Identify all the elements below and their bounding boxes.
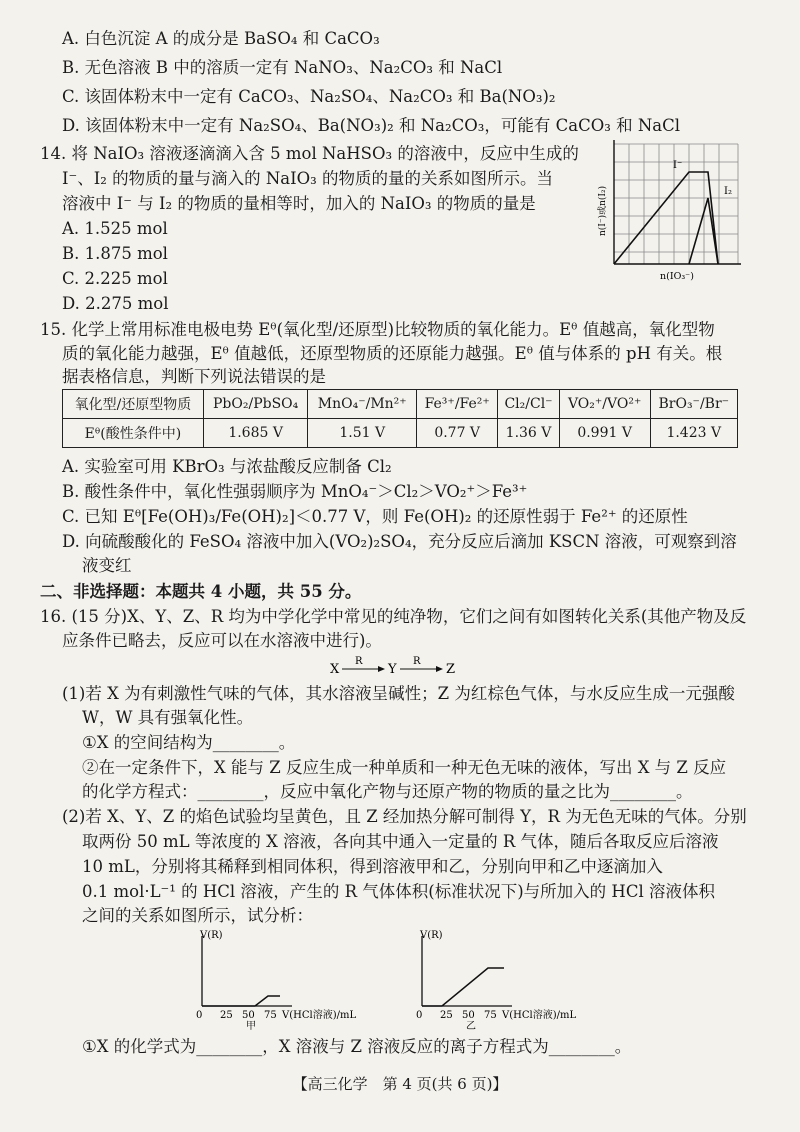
table-cell: 1.423 V [650,419,737,448]
q13-option-b: B. 无色溶液 B 中的溶质一定有 NaNO₃、Na₂CO₃ 和 NaCl [62,58,503,77]
q13-option-a: A. 白色沉淀 A 的成分是 BaSO₄ 和 CaCO₃ [62,29,380,48]
q15-stem-line3: 据表格信息，判断下列说法错误的是 [62,367,326,386]
q14-label-iodide: I⁻ [673,160,683,171]
q16-part1-question2-line1: ②在一定条件下，X 能与 Z 反应生成一种单质和一种无色无味的液体，写出 X 与 Z 反应 [82,758,727,777]
scheme-arrowhead-2 [436,666,443,672]
yi-caption: 乙 [466,1021,476,1030]
q14-option-c: C. 2.225 mol [62,269,168,288]
q16-part2-line4: 0.1 mol·L⁻¹ 的 HCl 溶液，产生的 R 气体体积(标准状况下)与所加入的 HCl 溶液体积 [82,882,715,901]
q14-graph [578,136,748,284]
table-cell: 0.77 V [417,419,498,448]
table-cell: Cl₂/Cl⁻ [498,390,559,419]
section-heading: 二、非选择题：本题共 4 小题，共 55 分。 [40,582,362,601]
q14-option-a: A. 1.525 mol [62,219,168,238]
scheme-z: Z [446,662,456,677]
q13-option-d: D. 该固体粉末中一定有 Na₂SO₄、Ba(NO₃)₂ 和 Na₂CO₃，可能有 CaCO₃ 和 NaCl [62,116,681,135]
q15-option-d-line1: D. 向硫酸酸化的 FeSO₄ 溶液中加入(VO₂)₂SO₄，充分反应后滴加 KSCN 溶液，可观察到溶 [62,532,737,551]
jia-caption: 甲 [246,1021,256,1030]
q16-part2-line1: (2)若 X、Y、Z 的焰色试验均呈黄色，且 Z 经加热分解可制得 Y，R 为无色无味的气体。分别 [62,807,747,826]
q14-stem-line1: 14. 将 NaIO₃ 溶液逐滴滴入含 5 mol NaHSO₃ 的溶液中，反应中生成的 [40,144,579,163]
scheme-arrowhead-1 [378,666,385,672]
q16-part2-line2: 取两份 50 mL 等浓度的 X 溶液，各向其中通入一定量的 R 气体，随后各取反应后溶液 [82,832,719,851]
jia-curve [202,996,280,1006]
table-cell: 0.991 V [559,419,650,448]
q16-intro-line2: 应条件已略去，反应可以在水溶液中进行)。 [62,631,382,650]
scheme-r2: R [413,656,421,667]
yi-tick-50: 50 [462,1010,475,1021]
page-footer: 【高三化学 第 4 页(共 6 页)】 [292,1075,508,1093]
table-cell: 1.36 V [498,419,559,448]
yi-curve [422,968,504,1006]
yi-y-label: V(R) [420,930,443,941]
jia-tick-75: 75 [264,1010,277,1021]
q13-option-c: C. 该固体粉末中一定有 CaCO₃、Na₂SO₄、Na₂CO₃ 和 Ba(NO₃)₂ [62,87,556,106]
jia-tick-0: 0 [196,1010,203,1021]
yi-tick-25: 25 [440,1010,453,1021]
q16-part2-line3: 10 mL，分别将其稀释到相同体积，得到溶液甲和乙，分别向甲和乙中逐滴加入 [82,857,663,876]
q16-part1-line2: W，W 具有强氧化性。 [82,708,254,727]
q14-stem-line3: 溶液中 I⁻ 与 I₂ 的物质的量相等时，加入的 NaIO₃ 的物质的量是 [62,194,536,213]
jia-tick-25: 25 [220,1010,233,1021]
q14-y-label: n(I⁻)或n(I₂) [598,185,608,236]
q15-option-d-line2: 液变红 [82,556,132,575]
q15-option-a: A. 实验室可用 KBrO₃ 与浓盐酸反应制备 Cl₂ [62,457,392,476]
q15-option-b: B. 酸性条件中，氧化性强弱顺序为 MnO₄⁻＞Cl₂＞VO₂⁺＞Fe³⁺ [62,482,528,501]
q16-part2-question1: ①X 的化学式为________，X 溶液与 Z 溶液反应的离子方程式为________。 [82,1037,632,1056]
yi-x-label: V(HCl溶液)/mL [502,1010,577,1021]
q16-part1-question2-line2: 的化学方程式：________，反应中氧化产物与还原产物的物质的量之比为________。 [82,782,693,801]
table-cell: Eᶿ(酸性条件中) [63,419,204,448]
table-cell: Fe³⁺/Fe²⁺ [417,390,498,419]
q16-part1-line1: (1)若 X 为有刺激性气味的气体，其水溶液呈碱性；Z 为红棕色气体，与水反应生成一元强酸 [62,684,735,703]
table-cell: 1.685 V [203,419,307,448]
table-cell: MnO₄⁻/Mn²⁺ [308,390,417,419]
scheme-y: Y [388,662,397,677]
conversion-scheme [320,654,480,680]
table-cell: VO₂⁺/VO²⁺ [559,390,650,419]
scheme-x: X [330,662,340,677]
q14-option-d: D. 2.275 mol [62,294,169,313]
graph-yi [400,928,610,1030]
table-cell: PbO₂/PbSO₄ [203,390,307,419]
jia-x-label: V(HCl溶液)/mL [282,1010,357,1021]
jia-tick-50: 50 [242,1010,255,1021]
q15-option-c: C. 已知 Eᶿ[Fe(OH)₃/Fe(OH)₂]＜0.77 V，则 Fe(OH)₂ 的还原性弱于 Fe²⁺ 的还原性 [62,507,688,526]
q16-part1-question1: ①X 的空间结构为________。 [82,733,296,752]
electrode-potential-table [62,389,738,448]
table-cell: 氧化型/还原型物质 [63,390,204,419]
jia-y-label: V(R) [200,930,223,941]
q14-curve-iodine [689,198,718,264]
yi-tick-0: 0 [416,1010,423,1021]
q16-part2-line5: 之间的关系如图所示，试分析： [82,906,313,925]
q14-option-b: B. 1.875 mol [62,244,168,263]
q14-x-label: n(IO₃⁻) [660,271,694,282]
q14-stem-line2: I⁻、I₂ 的物质的量与滴入的 NaIO₃ 的物质的量的关系如图所示。当 [62,169,554,188]
q15-stem-line1: 15. 化学上常用标准电极电势 Eᶿ(氧化型/还原型)比较物质的氧化能力。Eᶿ 值越高，氧化型物 [40,320,715,339]
table-cell: BrO₃⁻/Br⁻ [650,390,737,419]
table-row [63,419,738,448]
q16-intro-line1: 16. (15 分)X、Y、Z、R 均为中学化学中常见的纯净物，它们之间有如图转化关系(其他产物及反 [40,607,747,626]
scheme-r1: R [355,656,363,667]
yi-tick-75: 75 [484,1010,497,1021]
q15-stem-line2: 质的氧化能力越强，Eᶿ 值越低，还原型物质的还原能力越强。Eᶿ 值与体系的 pH 有关。根 [62,344,723,363]
q14-label-iodine: I₂ [724,186,732,197]
graph-jia [180,928,380,1030]
table-row [63,390,738,419]
table-cell: 1.51 V [308,419,417,448]
